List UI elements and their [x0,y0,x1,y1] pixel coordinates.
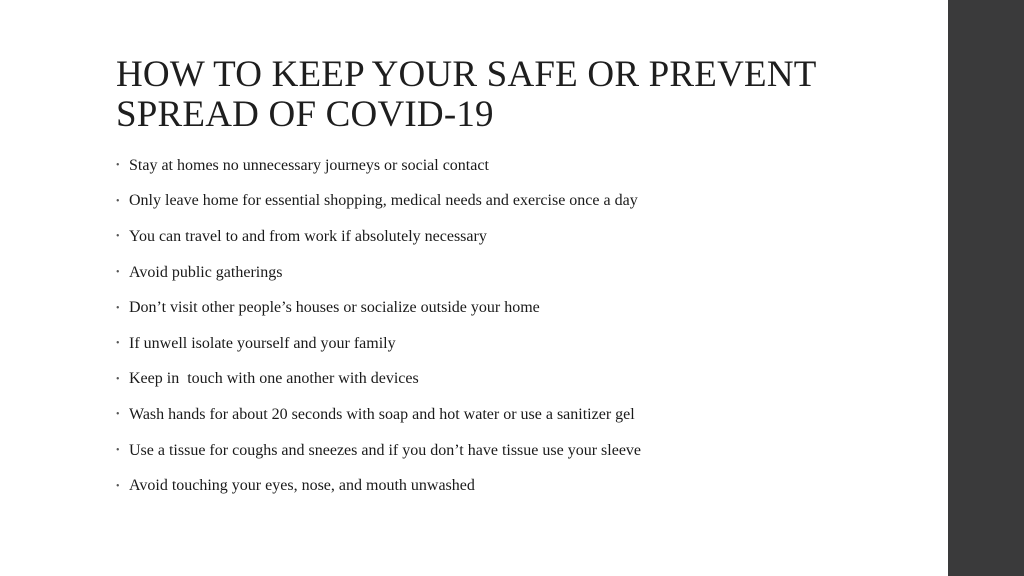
bullet-item [116,362,641,398]
bullet-dot-icon: • [116,267,120,279]
bullet-text: Avoid touching your eyes, nose, and mouth unwashed [129,477,475,495]
bullet-text: Wash hands for about 20 seconds with soap and hot water or use a sanitizer gel [129,405,635,423]
bullet-text: If unwell isolate yourself and your family [129,334,396,352]
bullet-text: You can travel to and from work if absolutely necessary [129,227,487,245]
bullet-text: Use a tissue for coughs and sneezes and if you don’t have tissue use your sleeve [129,441,642,459]
bullet-dot-icon: • [116,480,120,492]
bullet-item [116,255,641,291]
bullet-item [116,397,641,433]
bullet-text: Only leave home for essential shopping, medical needs and exercise once a day [129,192,638,210]
bullet-item [116,326,641,362]
bullet-dot-icon: • [116,231,120,243]
bullet-text: Stay at homes no unnecessary journeys or social contact [129,156,489,174]
bullet-dot-icon: • [116,409,120,421]
bullet-dot-icon: • [116,373,120,385]
bullet-item [116,433,641,469]
bullet-text: Keep in touch with one another with devices [129,370,419,388]
bullet-dot-icon: • [116,338,120,350]
bullet-dot-icon: • [116,160,120,172]
bullet-dot-icon: • [116,195,120,207]
bullet-item [116,219,641,255]
bullet-item [116,290,641,326]
slide-title: HOW TO KEEP YOUR SAFE OR PREVENT SPREAD OF COVID-19 [116,54,816,135]
side-bar-decoration [948,0,1024,576]
bullet-dot-icon: • [116,302,120,314]
bullet-text: Avoid public gatherings [129,263,283,281]
bullet-item [116,148,641,184]
bullet-text: Don’t visit other people’s houses or socialize outside your home [129,299,540,317]
bullet-list [116,148,641,504]
bullet-item [116,468,641,504]
bullet-dot-icon: • [116,445,120,457]
bullet-item [116,184,641,220]
